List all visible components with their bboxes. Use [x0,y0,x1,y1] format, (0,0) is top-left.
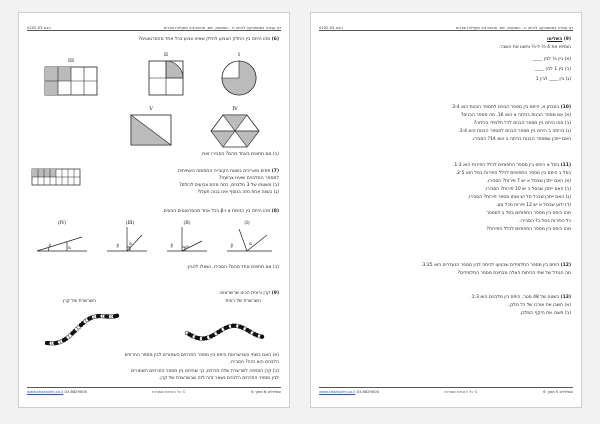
question-number: (7) [271,169,279,174]
footer-page: שאלולים 6 מתוך 6 [251,390,281,394]
question-line: (א) האם ייתכן שבסל א יש 7 פירות? הסבירו. [486,179,571,184]
page-footer [319,387,573,400]
label-iii: III [68,58,74,64]
page-header [27,18,281,31]
shape-ii-square [149,61,183,95]
question-line: (א) בין ⅓ לבין ____ [533,57,571,62]
svg-text:β: β [116,243,119,248]
question-line: (א) האם בשתי השרשראות היחס בין מספר החרוזים השחורים לבין מספר החרוזים [124,353,279,358]
question-line: (ב) חשבו את היקף המלבן. [519,311,571,316]
question-line: פסים מאריכים בשטח הקובייה החתומה האמיתית. [176,169,271,174]
question-line: (ג) האם ייתכן שבכל סל יש אותו מספר פירות? הסבירו. [467,195,571,200]
question-title: השלימו [546,37,563,42]
question-line: (ב) משטחו של 3 מלבנים, כמה מהם צבועים לכולם? [179,183,279,188]
exam-page-left [18,12,290,408]
question-line: (ב) קרן הוסיפה לשרשרת שלה חרוזים, כך שהיחס בין מספר החרוזים השחורים [131,369,279,374]
label-angle-iv: (IV) [57,221,67,226]
question-line: (א) חשבו את אורכו של כל מלבן. [508,303,571,308]
question-12 [421,263,571,269]
exam-page-right [310,12,582,408]
footer-site-link[interactable]: www.shaalulim.co.il [27,390,64,394]
shape-v-rectangle [131,115,171,145]
question-line: (ג) בכיתה ב היחס בין מספר הבנים למספר הבנות הוא 3:4. [458,129,571,134]
shape-iv-hexagon [211,115,259,147]
question-number: (9) [271,291,279,296]
svg-text:α: α [68,245,71,250]
question-9-left [219,291,279,297]
shaded-shapes-figure [27,45,282,163]
question-line: (ב) בין 1 לבין ____ [535,67,571,72]
black-bead [260,335,264,339]
question-number: (10) [560,105,571,110]
footer-phone: 03-6829000 [64,390,87,394]
header-code: הבא-0202-03 [319,26,343,30]
question-line: בסל ב היחס בין מספר התפוחים לכלל הפירות בסל הוא 2:5. [455,171,571,176]
question-line: הלבנים הוא זהה? הסבירו. [229,360,279,365]
footer-phone: 03-6829000 [356,390,379,394]
label-iv: IV [232,106,238,112]
question-line: לבין מספר החרוזים הלבנים נשאר זהה לזה שבשרשרת של קרן. [158,376,279,381]
question-number: (11) [560,163,571,168]
question-7 [176,169,279,175]
header-title: דף עבודה במתמטיקה לכיתה ח - השוואות, יחס, פרופורציה ושקילות שברים [456,26,573,30]
footer-page: שאלולים 5 מתוך 6 [543,390,573,394]
svg-text:α: α [186,244,189,249]
question-line: בסל א היחס בין מספר התפוחים לכלל הפירות הוא 1:3. [452,163,560,168]
angle-i [227,229,272,251]
question-line: כל הפירות בסל ב? הסבירו. [519,219,571,224]
question-6 [139,37,279,43]
question-number: (6) [271,37,279,42]
question-9 [547,37,571,43]
page-header [319,18,573,31]
header-code: הבא-0202-03 [27,26,51,30]
svg-text:β: β [170,243,173,248]
label-ii: II [164,52,168,58]
question-number: (12) [560,263,571,268]
question-8 [162,209,279,215]
shape-i-circle [222,61,256,95]
header-title: דף עבודה במתמטיקה לכיתה ח - השוואות, יחס, פרופורציה ושקילות שברים [164,26,281,30]
question-text: קרן ורונית הכינו שרשראות. [218,291,271,296]
question-line: (ב) האם ייתכן שבסל ב יש 10 פירות? הסבירו. [484,187,571,192]
black-bead [115,314,119,318]
question-line: האם ייתכן שמספר הבנות בכיתה ב הוא 14? הסבירו. [471,137,571,142]
shape-iii-grid [45,67,97,95]
question-line: מה הגודל של שתי הכיתות האלה מבחינת מספר התלמידים? [457,271,571,276]
footer-site-link[interactable]: www.shaalulim.co.il [319,390,356,394]
label-angle-iii: (III) [125,221,135,226]
question-line: מהו היחס בין מספר התפוחים לכלל הפירות? [486,227,571,232]
keren-chain-label: השרשרת של קרן [63,299,96,304]
question-line: (א) אם מספר הבנות בכיתה א הוא 16, מה מספר הבנים? [461,113,571,118]
svg-text:β: β [230,243,233,248]
question-number: (9) [563,37,571,42]
svg-text:α: α [249,241,252,246]
question-line: (ב) מהו היחס בין מספר הבנים לכל תלמידי הכיתה? [473,121,571,126]
footer-copyright: © כל הזכויות שמורות [444,390,478,394]
angles-figure [27,217,282,263]
question-line: במבחן א, היחס בין מספר הבנים למספר הבנות הוא 3:4. [450,105,560,110]
angle-iii [107,227,147,251]
question-line: היחס בין מספר התלמידים שהגיעו לכיתה לבין מספר הנעדרים הוא 3:25. [421,263,560,268]
question-number: (13) [560,295,571,300]
question-11 [453,163,571,169]
bead-chains-figure [37,305,277,351]
ron-chain-label: השרשרת של רונית [225,299,261,304]
label-v: V [149,106,153,112]
question-line: בשטח של 48 מטר, היחס בין מלבנים הוא 1:3. [470,295,560,300]
label-angle-ii: (II) [183,221,191,226]
question-line: למספר המלבנים שאינו צבועה? [219,176,279,181]
svg-text:β: β [48,243,51,248]
shaded-grid-figure [31,167,83,187]
svg-text:α: α [129,241,132,246]
question-line: (ג) בשנה אחת מזה בנוסף אינו גבוה תעלו? [197,190,279,195]
question-13 [470,295,571,301]
label-angle-i: (I) [244,221,250,226]
angle-iv [37,237,87,251]
question-line: (ג) בין ____ לבין 1 [535,77,571,82]
question-number: (8) [271,209,279,214]
question-line: הוסיפו את 4 ⅔ ל-⅓ והשוו את השבר. [498,45,571,50]
q8-note: (ב) אם מתאים אחד מהם? הסבירו, ושאלו להבין. [186,265,279,270]
question-text: מהו היחס בין החלק הצבוע לחלק שאינו צבוע בכל אחד מהסרטוטים? [138,37,271,42]
label-i: I [238,52,240,58]
question-line: (ד) ידוע שבסל א יש 12 פירות מכל סוג. [495,203,571,208]
footer-copyright: © כל הזכויות שמורות [152,390,186,394]
page-footer [27,387,281,400]
ron-bead-chain [185,324,264,341]
q6-part-a: (ב) אם מתאים באחד מהם? הסבירו זאת. [200,152,279,157]
question-text: מהו היחס בין הזוויות α ו-β בכל אחד מהסרטוטים הבאים. [162,209,271,214]
keren-bead-chain [45,314,119,346]
question-line: מהו היחס בין מספר התפוחים בסל ב למספר [486,211,571,216]
question-10 [451,105,571,111]
